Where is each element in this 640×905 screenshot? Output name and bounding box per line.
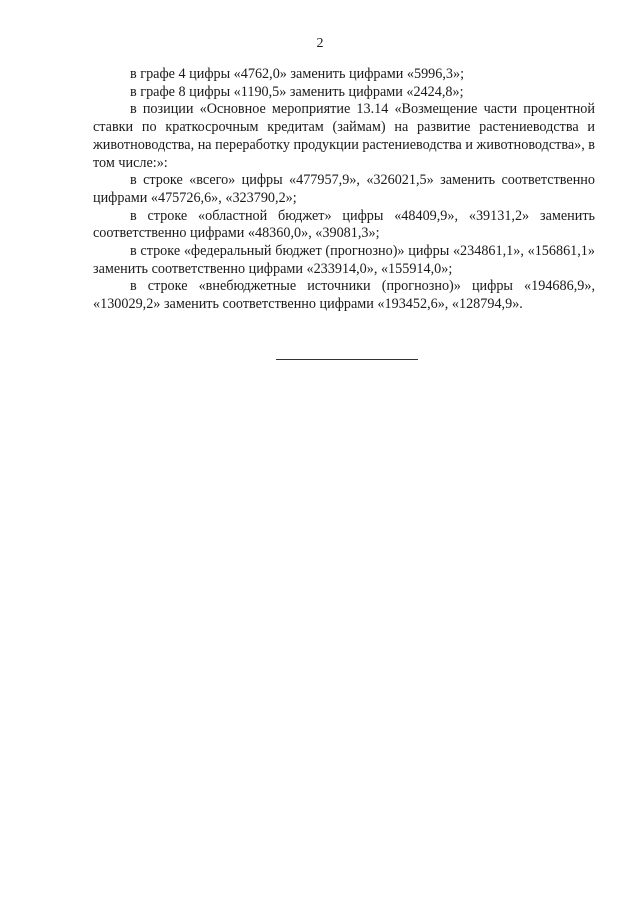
- paragraph-row-extrabudgetary: в строке «внебюджетные источники (прогнозно)» цифры «194686,9», «130029,2» заменить соответственно цифрами «193452,6», «128794,9».: [93, 278, 595, 313]
- paragraph-column-8: в графе 8 цифры «1190,5» заменить цифрами «2424,8»;: [130, 83, 464, 100]
- paragraph-position-13-14: в позиции «Основное мероприятие 13.14 «Возмещение части процентной ставки по краткосрочным кредитам (займам) на развитие растениеводства и животноводства, на переработку продукции растениеводства и животноводства», в том числе:»:: [93, 101, 596, 171]
- page-number: 2: [316, 36, 324, 51]
- end-separator-line: [276, 359, 418, 360]
- document-body: [93, 66, 595, 314]
- paragraph-row-regional-budget: в строке «областной бюджет» цифры «48409,9», «39131,2» заменить соответственно цифрами «48360,0», «39081,3»;: [93, 207, 595, 242]
- paragraph-row-total: в строке «всего» цифры «477957,9», «326021,5» заменить соответственно цифрами «475726,6», «323790,2»;: [93, 172, 595, 206]
- paragraph-row-federal-budget: в строке «федеральный бюджет (прогнозно)» цифры «234861,1», «156861,1» заменить соответственно цифрами «233914,0», «155914,0»;: [93, 243, 595, 277]
- paragraph-column-4: в графе 4 цифры «4762,0» заменить цифрами «5996,3»;: [130, 66, 465, 82]
